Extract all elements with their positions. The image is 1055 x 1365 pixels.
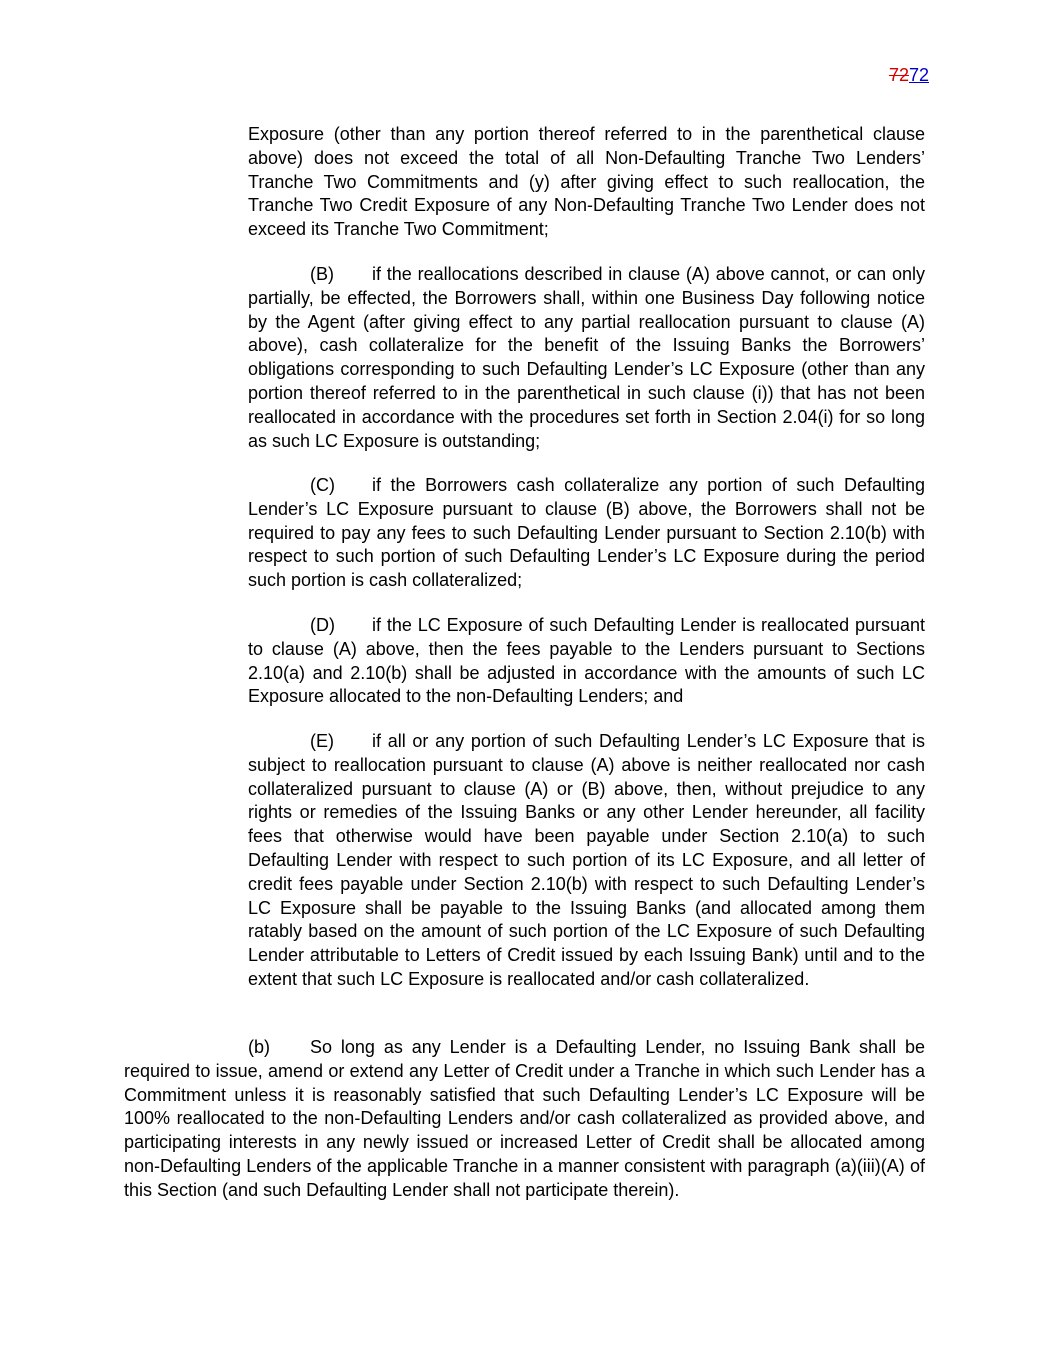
page-number-deleted: 72	[888, 65, 909, 85]
clause-c-uppercase	[248, 474, 925, 593]
section-label: (b)	[248, 1037, 270, 1057]
clause-label: (B)	[310, 264, 334, 284]
section-b-lowercase	[124, 1036, 925, 1203]
clause-text: if all or any portion of such Defaulting Lender’s LC Exposure that is subject to reallocation pursuant to clause (A) above is neither reallocated nor cash collateralized pursuant to clause (A) or (B) above, then, without prejudice to any rights or remedies of the Issuing Banks or any other Lender hereunder, all facility fees that otherwise would have been payable under Section 2.10(a) to such Defaulting Lender with respect to such portion of its LC Exposure, and all letter of credit fees payable under Section 2.10(b) with respect to such Defaulting Lender’s LC Exposure shall be payable to the Issuing Banks (and allocated among them ratably based on the amount of such portion of the LC Exposure of such Defaulting Lender attributable to Letters of Credit issued by each Issuing Bank) until and to the extent that such LC Exposure is reallocated and/or cash collateralized.	[248, 731, 925, 989]
paragraph-exposure-continuation	[248, 123, 925, 242]
clause-d-uppercase	[248, 614, 925, 709]
clause-text: if the LC Exposure of such Defaulting Lender is reallocated pursuant to clause (A) above, then the fees payable to the Lenders pursuant to Sections 2.10(a) and 2.10(b) shall be adjusted in accordance with the amounts of such LC Exposure allocated to the non-Defaulting Lenders; and	[248, 615, 925, 707]
page-number-inserted: 72	[908, 65, 929, 85]
paragraph-text: Exposure (other than any portion thereof referred to in the parenthetical clause above) does not exceed the total of all Non-Defaulting Tranche Two Lenders’ Tranche Two Commitments and (y) after giving effect to such reallocation, the Tranche Two Credit Exposure of any Non-Defaulting Tranche Two Lender does not exceed its Tranche Two Commitment;	[248, 124, 925, 240]
clause-text: if the Borrowers cash collateralize any portion of such Defaulting Lender’s LC Exposure pursuant to clause (B) above, the Borrowers shall not be required to pay any fees to such Defaulting Lender pursuant to Section 2.10(b) with respect to such portion of such Defaulting Lender’s LC Exposure during the period such portion is cash collateralized;	[248, 475, 925, 591]
clause-text: if the reallocations described in clause (A) above cannot, or can only partially, be effected, the Borrowers shall, within one Business Day following notice by the Agent (after giving effect to any partial reallocation pursuant to clause (A) above), cash collateralize for the benefit of the Issuing Banks the Borrowers’ obligations corresponding to such Defaulting Lender’s LC Exposure (other than any portion thereof referred to in the parenthetical in such clause (i)) that has not been reallocated in accordance with the procedures set forth in Section 2.04(i) for so long as such LC Exposure is outstanding;	[248, 264, 925, 451]
clause-label: (D)	[310, 615, 335, 635]
clause-label: (E)	[310, 731, 334, 751]
section-text: So long as any Lender is a Defaulting Lender, no Issuing Bank shall be required to issue, amend or extend any Letter of Credit under a Tranche in which such Lender has a Commitment unless it is reasonably satisfied that such Defaulting Lender’s LC Exposure will be 100% reallocated to the non-Defaulting Lenders and/or cash collateralized as provided above, and participating interests in any newly issued or increased Letter of Credit shall be allocated among non-Defaulting Lenders of the applicable Tranche in a manner consistent with paragraph (a)(iii)(A) of this Section (and such Defaulting Lender shall not participate therein).	[124, 1037, 925, 1200]
clause-label: (C)	[310, 475, 335, 495]
clause-b-uppercase	[248, 263, 925, 453]
clause-e-uppercase	[248, 730, 925, 992]
page-number	[889, 64, 929, 88]
